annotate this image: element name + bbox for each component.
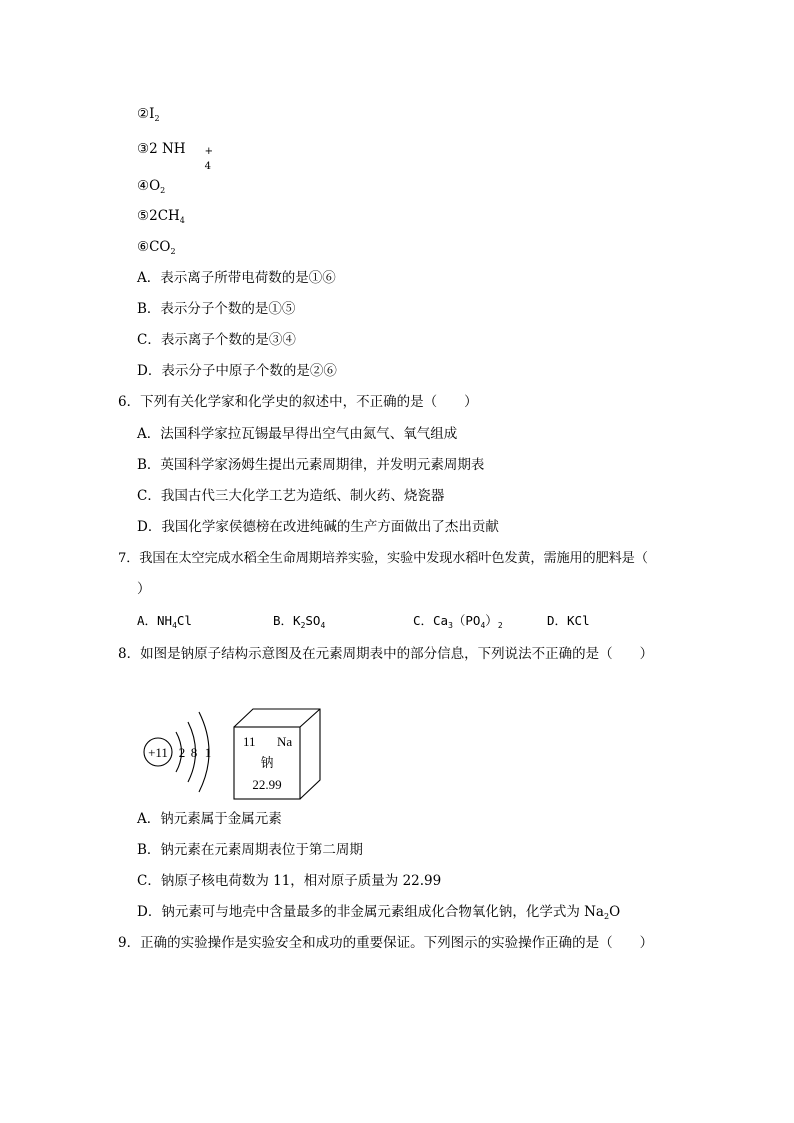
q7-option-a: A．$NH_4Cl$ <box>137 613 192 630</box>
q7-stem-line1: 7．我国在太空完成水稻全生命周期培养实验，实验中发现水稻叶色发黄，需施用的肥料是（ <box>118 551 648 566</box>
item-i2: $②I_2$ <box>137 106 160 123</box>
q8-stem: 8．如图是钠原子结构示意图及在元素周期表中的部分信息，下列说法不正确的是（ ） <box>118 646 654 662</box>
q5-option-c: C．表示离子个数的是③④ <box>137 332 296 348</box>
shell-2-electrons: 8 <box>190 745 198 760</box>
q8-option-a: A．钠元素属于金属元素 <box>137 811 282 827</box>
q9-stem: 9．正确的实验操作是实验安全和成功的重要保证。下列图示的实验操作正确的是（ ） <box>118 935 654 951</box>
sodium-figure <box>135 700 335 805</box>
q5-option-a: A．表示离子所带电荷数的是①⑥ <box>137 270 336 286</box>
q6-option-b: B．英国科学家汤姆生提出元素周期律，并发明元素周期表 <box>137 457 485 473</box>
q8-option-b: B．钠元素在元素周期表位于第二周期 <box>137 842 363 858</box>
nucleus-charge: +11 <box>148 745 168 760</box>
q7-option-c: C．$Ca_3(PO_4)_2$ <box>413 613 503 630</box>
q8-option-d: D．钠元素可与地壳中含量最多的非金属元素组成化合物氧化钠，化学式为 $Na_2O$ <box>137 904 621 921</box>
q7-option-d: D．KCl <box>547 613 590 628</box>
q6-option-c: C．我国古代三大化学工艺为造纸、制火药、烧瓷器 <box>137 488 445 504</box>
element-symbol: Na <box>277 734 293 749</box>
q6-option-a: A．法国科学家拉瓦锡最早得出空气由氮气、氧气组成 <box>137 426 458 442</box>
q5-option-d: D．表示分子中原子个数的是②⑥ <box>137 363 337 379</box>
item-co2: $⑥CO_2$ <box>137 239 176 256</box>
q7-stem-line2: ） <box>137 581 151 597</box>
shell-3-electrons: 1 <box>204 745 212 760</box>
item-ch4: $⑤2CH_4$ <box>137 208 185 225</box>
q6-option-d: D．我国化学家侯德榜在改进纯碱的生产方面做出了杰出贡献 <box>137 519 499 535</box>
q5-option-b: B．表示分子个数的是①⑤ <box>137 301 296 317</box>
q6-stem: 6．下列有关化学家和化学史的叙述中，不正确的是（ ） <box>118 394 478 410</box>
shell-1-electrons: 2 <box>178 745 186 760</box>
q8-option-c: C．钠原子核电荷数为 11，相对原子质量为 22.99 <box>137 873 442 889</box>
q7-option-b: B．$K_2SO_4$ <box>273 613 326 630</box>
element-cube-edge <box>300 709 320 727</box>
item-o2: $④O_2$ <box>137 178 166 195</box>
element-name: 钠 <box>260 755 274 770</box>
item-nh4: ③2 NH + 4 <box>137 141 213 172</box>
atomic-mass: 22.99 <box>252 777 282 792</box>
atomic-number: 11 <box>243 734 256 749</box>
